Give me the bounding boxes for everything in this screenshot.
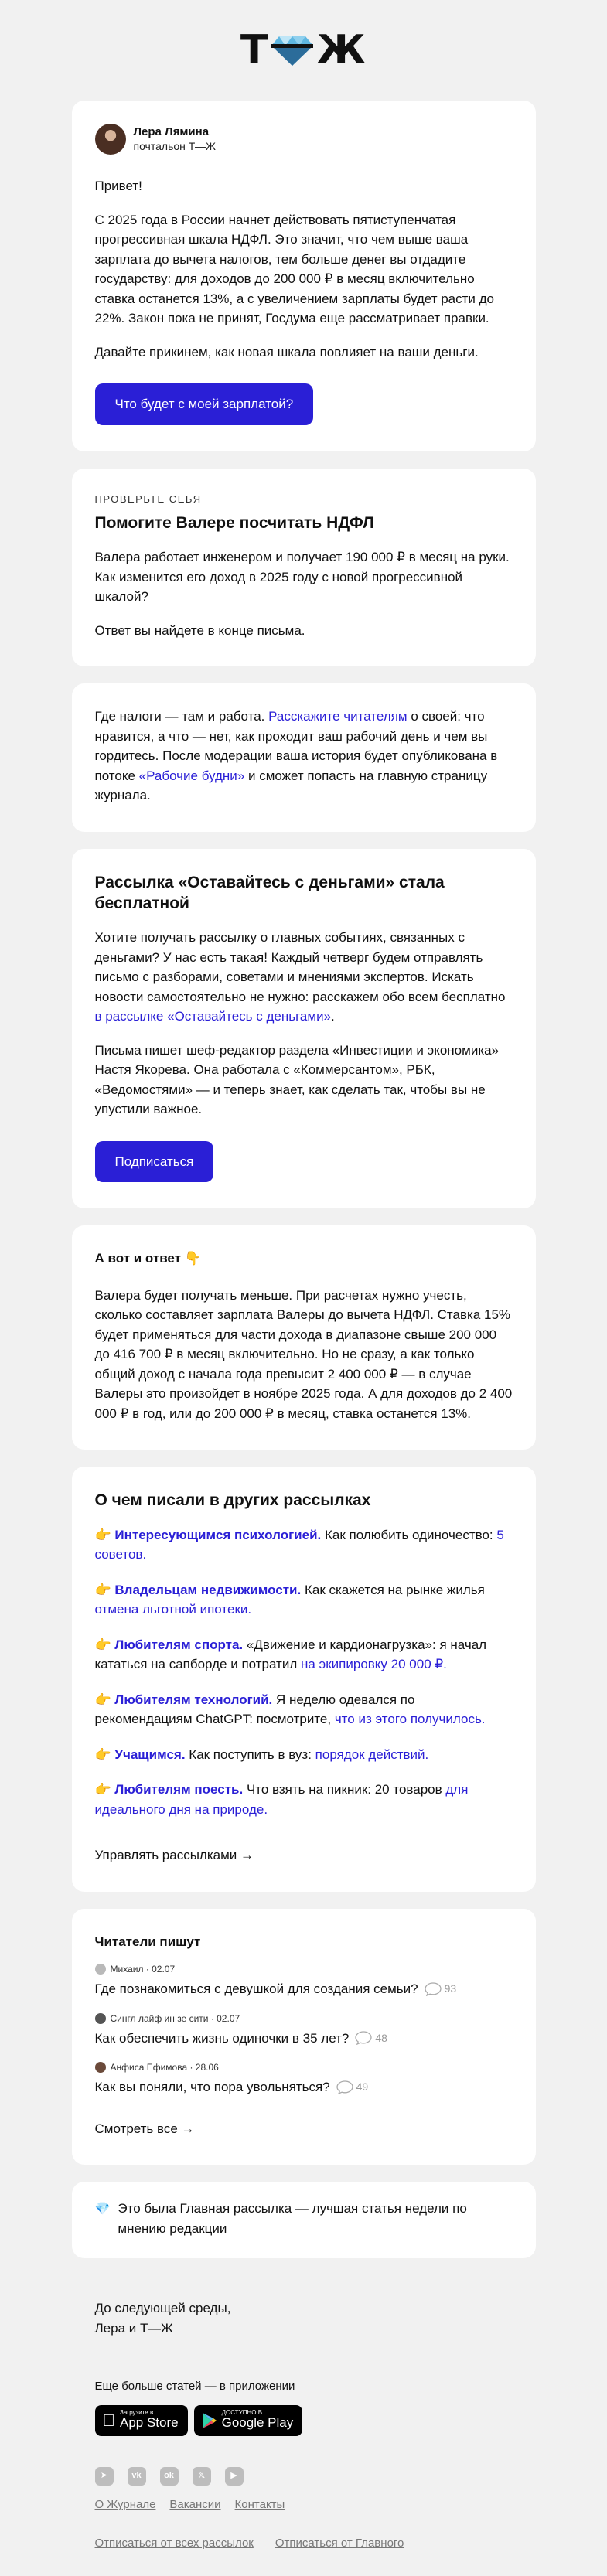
work-text-part: Где налоги — там и работа.: [94, 709, 269, 724]
news-link[interactable]: отмена льготной ипотеки.: [94, 1602, 252, 1617]
pointing-hand-icon: 👉: [94, 1637, 111, 1652]
appstore-big: App Store: [107, 2415, 166, 2431]
news-item: [95, 1525, 513, 1565]
salary-button[interactable]: Что будет с моей зарплатой?: [95, 383, 314, 425]
news-link[interactable]: на экипировку 20 000 ₽.: [300, 1657, 447, 1672]
contacts-link[interactable]: Контакты: [234, 2497, 285, 2511]
reader-question[interactable]: [95, 1962, 513, 1999]
comment-count-value: 93: [444, 1982, 457, 1995]
unsubscribe-main-link[interactable]: Отписаться от Главного: [275, 2537, 404, 2550]
news-category: Интересующимся психологией.: [114, 1527, 322, 1542]
news-item: [95, 1635, 513, 1675]
question-text: Как обеспечить жизнь одиночки в 35 лет?: [94, 2030, 350, 2046]
avatar: [95, 2062, 106, 2073]
newsletter-title: Рассылка «Оставайтесь с деньгами» стала бесплатной: [94, 873, 445, 913]
reader-list: [95, 1962, 513, 2097]
pointing-hand-icon: 👉: [94, 1527, 111, 1542]
news-item: [95, 1690, 513, 1729]
footer-links: [72, 2496, 536, 2514]
social-icons: [72, 2467, 536, 2486]
app-store-button[interactable]: [95, 2405, 188, 2436]
youtube-icon[interactable]: ▶: [225, 2467, 244, 2486]
quiz-card: [72, 469, 536, 667]
avatar: [95, 2013, 106, 2024]
telegram-icon[interactable]: ➤: [95, 2467, 114, 2486]
question-author: Сингл лайф ин зе сити · 02.07: [110, 2012, 240, 2024]
news-category: Учащимся.: [114, 1746, 186, 1762]
signoff-signature: Лера и Т—Ж: [94, 2320, 173, 2336]
news-item: [95, 1745, 513, 1765]
comment-icon: [425, 1982, 442, 1996]
author-name: Лера Лямина: [133, 124, 210, 138]
news-text: «Движение и кардионагрузка»: я начал кататься на сапборде и потратил: [94, 1637, 487, 1672]
google-play-button[interactable]: [194, 2405, 303, 2436]
about-link[interactable]: О Журнале: [94, 2497, 156, 2511]
x-icon[interactable]: 𝕏: [193, 2467, 211, 2486]
news-category: Любителям технологий.: [114, 1692, 273, 1707]
unsubscribe-links: [72, 2535, 536, 2553]
unsubscribe-all-link[interactable]: Отписаться от всех рассылок: [94, 2537, 254, 2550]
newsletter-text: [95, 928, 513, 1027]
tj-logo[interactable]: [240, 20, 367, 80]
pointing-hand-icon: 👉: [94, 1746, 111, 1762]
manage-subscriptions-link[interactable]: Управлять рассылками →: [94, 1848, 254, 1863]
pointing-hand-icon: 👉: [94, 1782, 111, 1797]
pointing-hand-icon: 👉: [94, 1692, 111, 1707]
work-text-part: о своей: что нравится, а что — нет, как проходит ваш рабочий день и чем вы гордитесь. После модерации ваша история будет опубликована в потоке: [94, 709, 498, 783]
news-text: Как полюбить одиночество:: [321, 1527, 497, 1542]
app-buttons: [72, 2405, 536, 2436]
apple-icon: [103, 2407, 116, 2433]
pointing-hand-icon: 👉: [94, 1582, 111, 1597]
news-text: Я неделю одевался по рекомендациям ChatGPT: посмотрите,: [94, 1692, 415, 1727]
quiz-hint: Ответ вы найдете в конце письма.: [94, 622, 305, 638]
author-role: почтальон Т—Ж: [133, 139, 216, 152]
gplay-big: Google Play: [209, 2415, 281, 2431]
quiz-eyebrow: ПРОВЕРЬТЕ СЕБЯ: [94, 492, 202, 505]
work-text: [95, 707, 513, 806]
signoff: [72, 2275, 536, 2338]
news-item: [95, 1780, 513, 1819]
see-all-link[interactable]: Смотреть все →: [94, 2121, 195, 2136]
tell-readers-link[interactable]: Расскажите читателям: [268, 709, 408, 724]
other-newsletters-card: [72, 1467, 536, 1891]
header: [0, 0, 607, 101]
comment-icon: [355, 2031, 372, 2045]
intro-text-2: Давайте прикинем, как новая шкала повлияет на ваши деньги.: [94, 344, 479, 359]
intro-card: [72, 101, 536, 451]
answer-title: А вот и ответ 👇: [94, 1251, 201, 1266]
comment-count-value: 49: [356, 2080, 369, 2094]
author-block: [95, 124, 513, 155]
greeting: Привет!: [94, 179, 142, 193]
work-card: [72, 683, 536, 832]
other-title: О чем писали в других рассылках: [94, 1491, 371, 1510]
newsletter-text-2: Письма пишет шеф-редактор раздела «Инвестиции и экономика» Настя Якорева. Она работала с «Коммерсантом», РБК, «Ведомостями» — и теперь знает, как сделать так, чтобы вы не упустили важное.: [94, 1042, 500, 1117]
intro-text: С 2025 года в России начнет действовать пятиступенчатая прогрессивная шкала НДФЛ. Это значит, что чем выше ваша зарплата до вычета налогов, тем больше денег вы отдадите государству: для доходов до 200 000 ₽ в месяц включительно ставка останется 13%, а с увеличением зарплаты будет расти до 22%. Закон пока не принят, Госдума еще рассматривает правки.: [94, 212, 494, 325]
avatar: [95, 1964, 106, 1975]
vacancies-link[interactable]: Вакансии: [169, 2497, 221, 2511]
news-item: [95, 1580, 513, 1620]
comment-icon: [336, 2080, 353, 2094]
news-link[interactable]: 5 советов.: [94, 1527, 504, 1562]
signoff-line: До следующей среды,: [94, 2301, 231, 2316]
news-category: Любителям спорта.: [114, 1637, 244, 1652]
readers-title: Читатели пишут: [94, 1934, 201, 1949]
question-author: Михаил · 02.07: [110, 1964, 176, 1975]
newsletter-link[interactable]: в рассылке «Оставайтесь с деньгами»: [94, 1009, 332, 1024]
appstore-small: Загрузите в: [107, 2409, 141, 2417]
question-text: Где познакомиться с девушкой для создания семьи?: [94, 1981, 418, 1997]
answer-card: [72, 1225, 536, 1450]
gplay-small: ДОСТУПНО В: [209, 2409, 250, 2417]
comment-count-value: 48: [375, 2031, 387, 2044]
news-link[interactable]: для идеального дня на природе.: [94, 1782, 469, 1817]
news-link[interactable]: порядок действий.: [315, 1746, 429, 1762]
readers-card: [72, 1909, 536, 2165]
reader-question[interactable]: [95, 2012, 513, 2049]
news-category: Владельцам недвижимости.: [114, 1582, 302, 1597]
comment-count: [355, 2030, 387, 2046]
subscribe-button[interactable]: Подписаться: [95, 1141, 214, 1183]
diamond-icon: [271, 35, 313, 66]
comment-count: [336, 2079, 369, 2095]
diamond-icon: 💎: [94, 2203, 111, 2217]
quiz-title: Помогите Валере посчитать НДФЛ: [94, 514, 374, 532]
google-play-icon: [202, 2412, 217, 2429]
avatar: [95, 124, 126, 155]
news-category: Любителям поесть.: [114, 1782, 244, 1797]
final-note-text: Это была Главная рассылка — лучшая статья недели по мнению редакции: [118, 2201, 467, 2236]
news-list: [95, 1525, 513, 1820]
news-link[interactable]: что из этого получилось.: [334, 1712, 486, 1727]
vk-icon[interactable]: vk: [128, 2467, 146, 2486]
news-text: Как поступить в вуз:: [185, 1746, 315, 1762]
reader-question[interactable]: [95, 2060, 513, 2097]
comment-count: [425, 1981, 457, 1997]
question-text: Как вы поняли, что пора увольняться?: [94, 2080, 330, 2095]
newsletter-text-part: Хотите получать рассылку о главных событиях, связанных с деньгами? У нас есть такая! Каждый четверг будем отправлять письмо с разборами, советами и мнениями экспертов. Искать новости самостоятельно не нужно: расскажем обо всем бесплатно: [94, 930, 506, 1004]
news-text: Как скажется на рынке жилья: [301, 1582, 485, 1597]
logo-letter-zh: Ж: [316, 27, 367, 73]
logo-letter-t: Т: [240, 27, 269, 73]
quiz-text: Валера работает инженером и получает 190 000 ₽ в месяц на руки. Как изменится его доход в 2025 году с новой прогрессивной шкалой?: [94, 550, 510, 605]
news-text: Что взять на пикник: 20 товаров: [243, 1782, 446, 1797]
odnoklassniki-icon[interactable]: ok: [160, 2467, 179, 2486]
work-text-part: и сможет попасть на главную страницу журнала.: [94, 768, 488, 803]
newsletter-card: [72, 849, 536, 1209]
newsletter-text-part: .: [331, 1009, 335, 1024]
final-note-card: [72, 2182, 536, 2258]
work-days-link[interactable]: «Рабочие будни»: [138, 768, 245, 783]
apps-title: Еще больше статей — в приложении: [94, 2380, 295, 2394]
question-author: Анфиса Ефимова · 28.06: [110, 2062, 219, 2073]
answer-text: Валера будет получать меньше. При расчетах нужно учесть, сколько составляет зарплата Валеры до вычета НДФЛ. Ставка 15% будет применяться для части дохода в диапазоне свыше 200 000 до 416 700 ₽ в месяц включительно. Но не сразу, а как только общий доход с начала года превысит 2 400 000 ₽ — в случае Валеры это произойдет в ноябре 2025 года. А для доходов до 2 400 000 ₽ в год, или до 200 000 ₽ в месяц, ставка останется 13%.: [94, 1287, 513, 1421]
